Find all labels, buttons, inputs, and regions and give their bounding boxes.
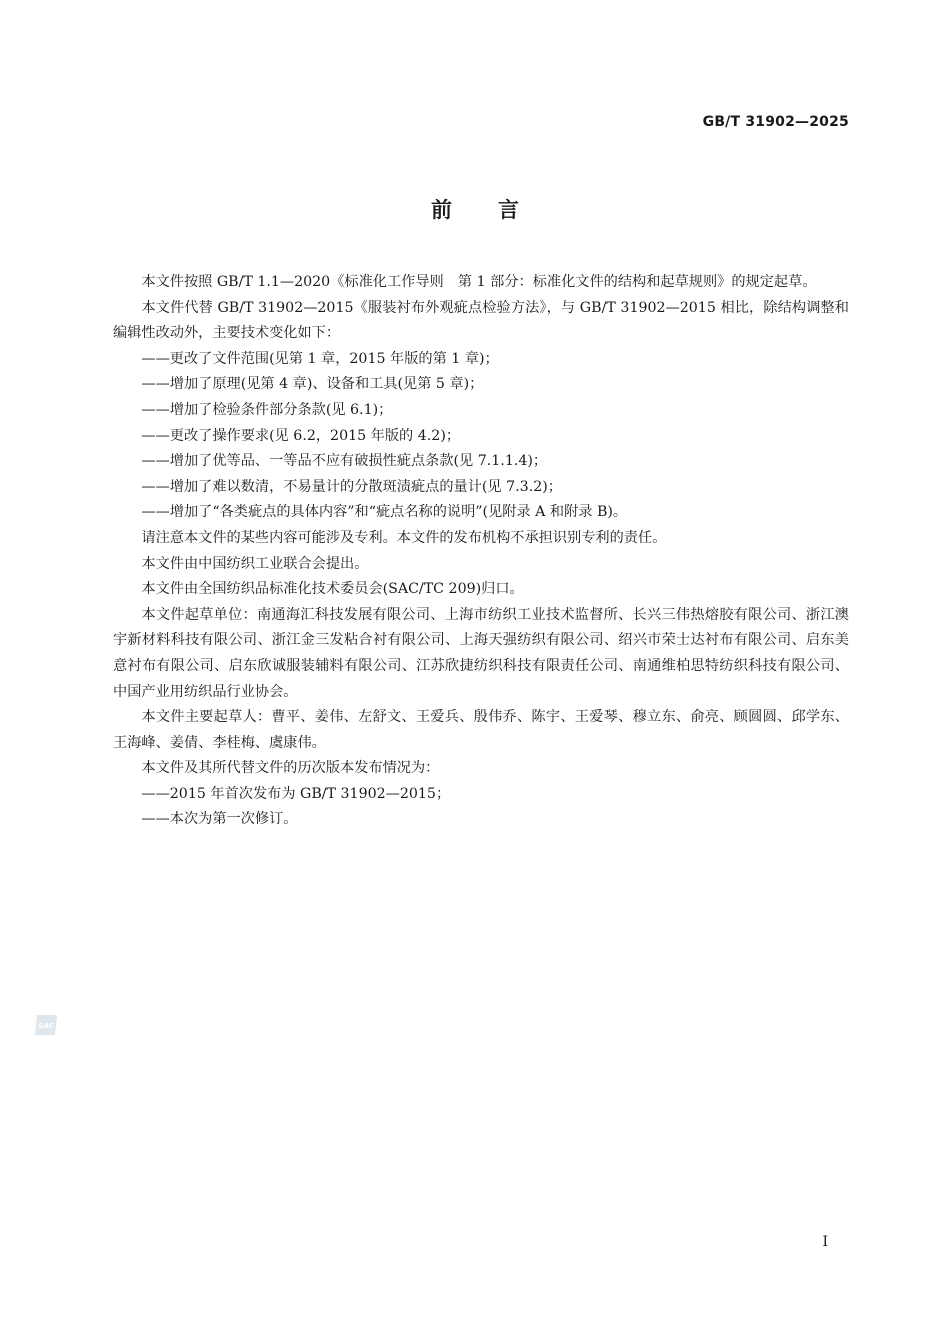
change-item: ——增加了“各类疵点的具体内容”和“疵点名称的说明”(见附录 A 和附录 B)。 bbox=[141, 504, 628, 521]
change-item: ——增加了检验条件部分条款(见 6.1)； bbox=[141, 401, 393, 418]
paragraph-patent-notice: 请注意本文件的某些内容可能涉及专利。本文件的发布机构不承担识别专利的责任。 bbox=[141, 529, 667, 546]
paragraph-replacement: 本文件代替 GB/T 31902—2015《服装衬布外观疵点检验方法》，与 GB/T 31902—2015 相比，除结构调整和编辑性改动外，主要技术变化如下： bbox=[113, 299, 849, 342]
change-item: ——增加了难以数清，不易量计的分散斑渍疵点的量计(见 7.3.2)； bbox=[141, 478, 562, 495]
standard-number: GB/T 31902—2025 bbox=[702, 114, 849, 130]
foreword-body bbox=[113, 270, 849, 833]
change-item: ——增加了优等品、一等品不应有破损性疵点条款(见 7.1.1.4)； bbox=[141, 453, 548, 470]
svg-text:SAC: SAC bbox=[38, 1022, 54, 1030]
paragraph-drafting-rules: 本文件按照 GB/T 1.1—2020《标准化工作导则 第 1 部分：标准化文件的结构和起草规则》的规定起草。 bbox=[141, 274, 817, 290]
history-item: ——本次为第一次修订。 bbox=[141, 811, 298, 828]
change-item: ——更改了文件范围(见第 1 章，2015 年版的第 1 章)； bbox=[141, 350, 499, 367]
page-number: I bbox=[822, 1234, 828, 1250]
paragraph-committee: 本文件由全国纺织品标准化技术委员会(SAC/TC 209)归口。 bbox=[141, 581, 524, 598]
change-item: ——增加了原理(见第 4 章)、设备和工具(见第 5 章)； bbox=[141, 376, 484, 393]
page-title: 前言 bbox=[431, 198, 565, 222]
change-item: ——更改了操作要求(见 6.2，2015 年版的 4.2)； bbox=[141, 427, 461, 444]
paragraph-drafting-units: 本文件起草单位：南通海汇科技发展有限公司、上海市纺织工业技术监督所、长兴三伟热熔胶有限公司、浙江澳宇新材料科技有限公司、浙江金三发粘合衬有限公司、上海天强纺织有限公司、绍兴市荣士达衬布有限公司、启东美意衬布有限公司、启东欣诚服装辅料有限公司、江苏欣捷纺织科技有限责任公司、南通维柏思特纺织科技有限公司、中国产业用纺织品行业协会。 bbox=[113, 606, 849, 700]
sac-logo-icon bbox=[33, 1013, 59, 1037]
paragraph-drafters: 本文件主要起草人：曹平、姜伟、左舒文、王爱兵、殷伟乔、陈宇、王爱琴、穆立东、俞亮、顾圆圆、邱学东、王海峰、姜倩、李桂梅、虞康伟。 bbox=[113, 709, 849, 751]
paragraph-proposer: 本文件由中国纺织工业联合会提出。 bbox=[141, 555, 369, 572]
paragraph-history: 本文件及其所代替文件的历次版本发布情况为： bbox=[141, 760, 440, 777]
history-item: ——2015 年首次发布为 GB/T 31902—2015； bbox=[141, 785, 451, 802]
